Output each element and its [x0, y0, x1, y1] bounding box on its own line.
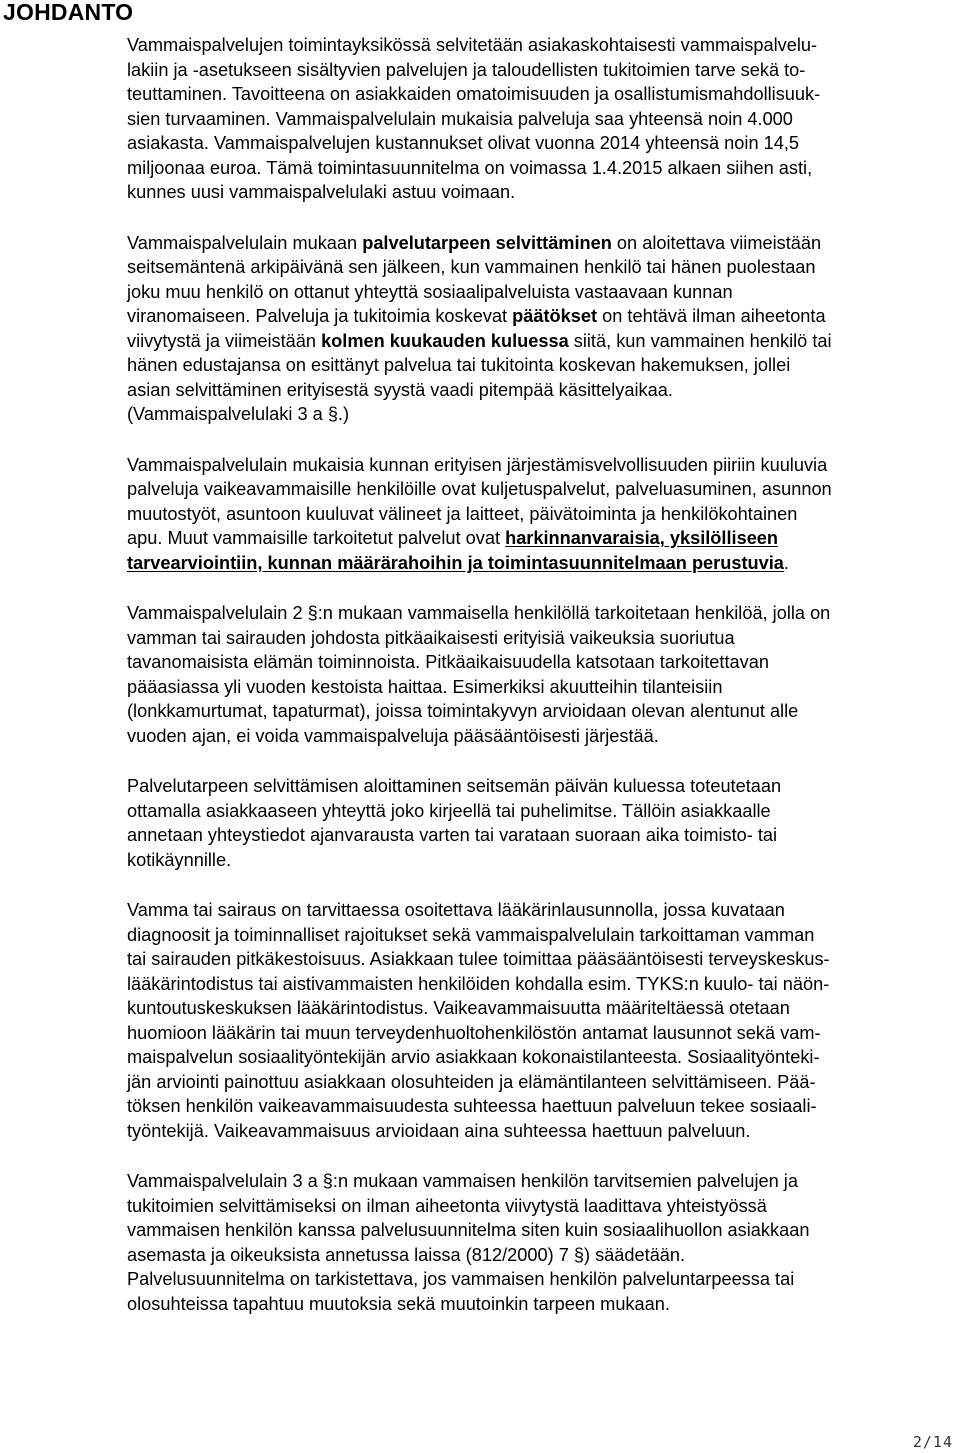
text-run: töksen henkilön vaikeavammaisuudesta suhteessa haettuun palveluun tekee sosiaali- [127, 1096, 817, 1116]
text-run: on aloitettava viimeistään [611, 232, 822, 253]
text-run: tavanomaisista elämän toiminnoista. Pitkäaikaisuudella katsotaan tarkoitettavan [127, 652, 769, 672]
text-run: (lonkkamurtumat, tapaturmat), joissa toimintakyvyn arvioidaan olevan alentunut alle [127, 701, 799, 721]
text-run: tai sairauden pitkäkestoisuus. Asiakkaan tulee toimittaa pääsääntöisesti terveyskeskus- [127, 949, 830, 969]
text-line [127, 1094, 953, 1119]
text-run: viranomaiseen. Palveluja ja tukitoimia koskevat [127, 306, 513, 326]
text-line [127, 255, 953, 280]
text-run: Vammaispalvelulain 2 §:n mukaan vammaisella henkilöllä tarkoitetaan henkilöä, jolla on [127, 603, 831, 623]
text-run: Vammaispalvelulain mukaisia kunnan erityisen järjestämisvelvollisuuden piiriin kuuluvia [127, 454, 828, 475]
text-run: . [783, 552, 789, 573]
text-line [127, 774, 953, 799]
text-run: lakiin ja -asetukseen sisältyvien palvelujen ja taloudellisten tukitoimien tarve sekä to- [127, 59, 806, 80]
text-run: vammaisen henkilön kanssa palvelusuunnitelma siten kuin sosiaalihuollon asiakkaan [127, 1220, 810, 1240]
text-line [127, 923, 953, 948]
paragraph [127, 898, 953, 1143]
text-run: Palvelutarpeen selvittämisen aloittaminen seitsemän päivän kuluessa toteutetaan [127, 776, 782, 796]
text-run: Vammaispalvelulain mukaan [127, 232, 363, 253]
text-line [127, 180, 953, 205]
text-line [127, 402, 953, 427]
text-run: asian selvittäminen erityisestä syystä vaadi pitempää käsittelyaikaa. [127, 379, 673, 400]
text-line [127, 1045, 953, 1070]
text-line [127, 453, 953, 478]
text-line [127, 1292, 953, 1317]
text-run: asiakasta. Vammaispalvelujen kustannukset olivat vuonna 2014 yhteensä noin 14,5 [127, 133, 800, 153]
paragraph [127, 774, 953, 872]
text-run: seitsemäntenä arkipäivänä sen jälkeen, kun vammainen henkilö tai hänen puolestaan [127, 257, 816, 277]
text-run: joku muu henkilö on ottanut yhteyttä sosiaalipalveluista vastaavaan kunnan [127, 281, 733, 302]
text-line [127, 477, 953, 502]
text-run: lääkärintodistus tai aistivammaisten henkilöiden kohdalla esim. TYKS:n kuulo- tai näön- [127, 973, 830, 994]
text-line [127, 82, 953, 107]
text-line [127, 156, 953, 181]
text-run: ottamalla asiakkaaseen yhteyttä joko kirjeellä tai puhelimitse. Tällöin asiakkaalle [127, 800, 771, 821]
text-run: jän arviointi painottuu asiakkaan olosuhteiden ja elämäntilanteen selvittämiseen. Pää- [127, 1071, 816, 1092]
text-run: kuntoutuskeskuksen lääkärintodistus. Vaikeavammaisuutta määriteltäessä otetaan [127, 998, 790, 1018]
text-line [127, 33, 953, 58]
text-line [127, 526, 953, 551]
text-line [127, 231, 953, 256]
text-run: kotikäynnille. [127, 849, 232, 870]
text-run: annetaan yhteystiedot ajanvarausta varten tai varataan suoraan aika toimisto- tai [127, 825, 778, 845]
text-line [127, 1194, 953, 1219]
text-run: kunnes uusi vammaispalvelulaki astuu voimaan. [127, 182, 516, 202]
text-line [127, 1218, 953, 1243]
text-run: Palvelusuunnitelma on tarkistettava, jos vammaisen henkilön palveluntarpeessa tai [127, 1269, 795, 1289]
text-run: miljoonaa euroa. Tämä toimintasuunnitelma on voimassa 1.4.2015 alkaen siihen asti, [127, 157, 813, 178]
text-line [127, 972, 953, 997]
text-run: vuoden ajan, ei voida vammaispalveluja pääsääntöisesti järjestää. [127, 725, 659, 746]
text-run: maispalvelun sosiaalityöntekijän arvio asiakkaan kokonaistilanteesta. Sosiaalityönteki- [127, 1047, 820, 1067]
text-run: apu. Muut vammaisille tarkoitetut palvelut ovat [127, 528, 506, 548]
text-line [127, 329, 953, 354]
text-run: muutostyöt, asuntoon kuuluvat välineet ja laitteet, päivätoiminta ja henkilökohtainen [127, 503, 798, 524]
text-line [127, 626, 953, 651]
text-run: tukitoimien selvittämiseksi on ilman aiheetonta viivytystä laadittava yhteistyössä [127, 1195, 767, 1216]
text-line [127, 898, 953, 923]
paragraph [127, 1169, 953, 1316]
text-line [127, 107, 953, 132]
text-line [127, 304, 953, 329]
text-run: viivytystä ja viimeistään [127, 330, 322, 351]
text-line [127, 799, 953, 824]
text-line [127, 601, 953, 626]
text-run: Vamma tai sairaus on tarvittaessa osoitettava lääkärinlausunnolla, jossa kuvataan [127, 900, 785, 920]
text-run: hänen edustajansa on esittänyt palvelua tai tukitointa koskevan hakemuksen, jollei [127, 355, 791, 375]
text-line [127, 724, 953, 749]
text-line [127, 378, 953, 403]
bold-text: harkinnanvaraisia, yksilölliseen [505, 528, 779, 548]
paragraph [127, 601, 953, 748]
text-run: (Vammaispalvelulaki 3 a §.) [127, 404, 350, 424]
paragraph [127, 231, 953, 427]
text-line [127, 1243, 953, 1268]
text-line [127, 650, 953, 675]
page-number: 2/14 [912, 1433, 953, 1451]
text-run: teuttaminen. Tavoitteena on asiakkaiden omatoimisuuden ja osallistumismahdollisuuk- [127, 84, 821, 104]
paragraph [127, 33, 953, 205]
text-run: olosuhteissa tapahtuu muutoksia sekä muutoinkin tarpeen mukaan. [127, 1293, 670, 1314]
text-line [127, 1267, 953, 1292]
text-run: siitä, kun vammainen henkilö tai [568, 330, 832, 351]
text-line [127, 1169, 953, 1194]
text-line [127, 280, 953, 305]
text-run: työntekijä. Vaikeavammaisuus arvioidaan aina suhteessa haettuun palveluun. [127, 1120, 751, 1141]
text-run: palveluja vaikeavammaisille henkilöille ovat kuljetuspalvelut, palveluasuminen, asunnon [127, 479, 832, 499]
bold-text: päätökset [512, 306, 598, 326]
text-line [127, 823, 953, 848]
text-line [127, 551, 953, 576]
text-line [127, 1070, 953, 1095]
bold-text: palvelutarpeen selvittäminen [362, 232, 612, 253]
text-run: huomioon lääkärin tai muun terveydenhuoltohenkilöstön antamat lausunnot sekä vam- [127, 1022, 821, 1043]
text-line [127, 502, 953, 527]
text-line [127, 947, 953, 972]
bold-text: kolmen kuukauden kuluessa [321, 330, 569, 351]
text-run: sien turvaaminen. Vammaispalvelulain mukaisia palveluja saa yhteensä noin 4.000 [127, 108, 793, 129]
text-line [127, 353, 953, 378]
text-run: diagnoosit ja toiminnalliset rajoitukset sekä vammaispalvelulain tarkoittaman vamman [127, 924, 815, 945]
text-run: Vammaispalvelulain 3 a §:n mukaan vammaisen henkilön tarvitsemien palvelujen ja [127, 1171, 798, 1191]
document-body [127, 33, 953, 1342]
text-run: vamman tai sairauden johdosta pitkäaikaisesti erityisiä vaikeuksia suoriutua [127, 627, 735, 648]
text-run: asemasta ja oikeuksista annetussa laissa (812/2000) 7 §) säädetään. [127, 1244, 686, 1265]
document-heading: JOHDANTO [3, 0, 134, 25]
text-line [127, 996, 953, 1021]
text-line [127, 675, 953, 700]
text-run: Vammaispalvelujen toimintayksikössä selvitetään asiakaskohtaisesti vammaispalvelu- [127, 35, 818, 55]
text-run: on tehtävä ilman aiheetonta [597, 306, 826, 326]
text-line [127, 848, 953, 873]
paragraph [127, 453, 953, 576]
text-line [127, 131, 953, 156]
text-line [127, 699, 953, 724]
text-run: pääasiassa yli vuoden kestoista haittaa. Esimerkiksi akuutteihin tilanteisiin [127, 676, 723, 697]
text-line [127, 58, 953, 83]
text-line [127, 1021, 953, 1046]
bold-text: tarvearviointiin, kunnan määrärahoihin ja toimintasuunnitelmaan perustuvia [127, 552, 784, 573]
text-line [127, 1119, 953, 1144]
